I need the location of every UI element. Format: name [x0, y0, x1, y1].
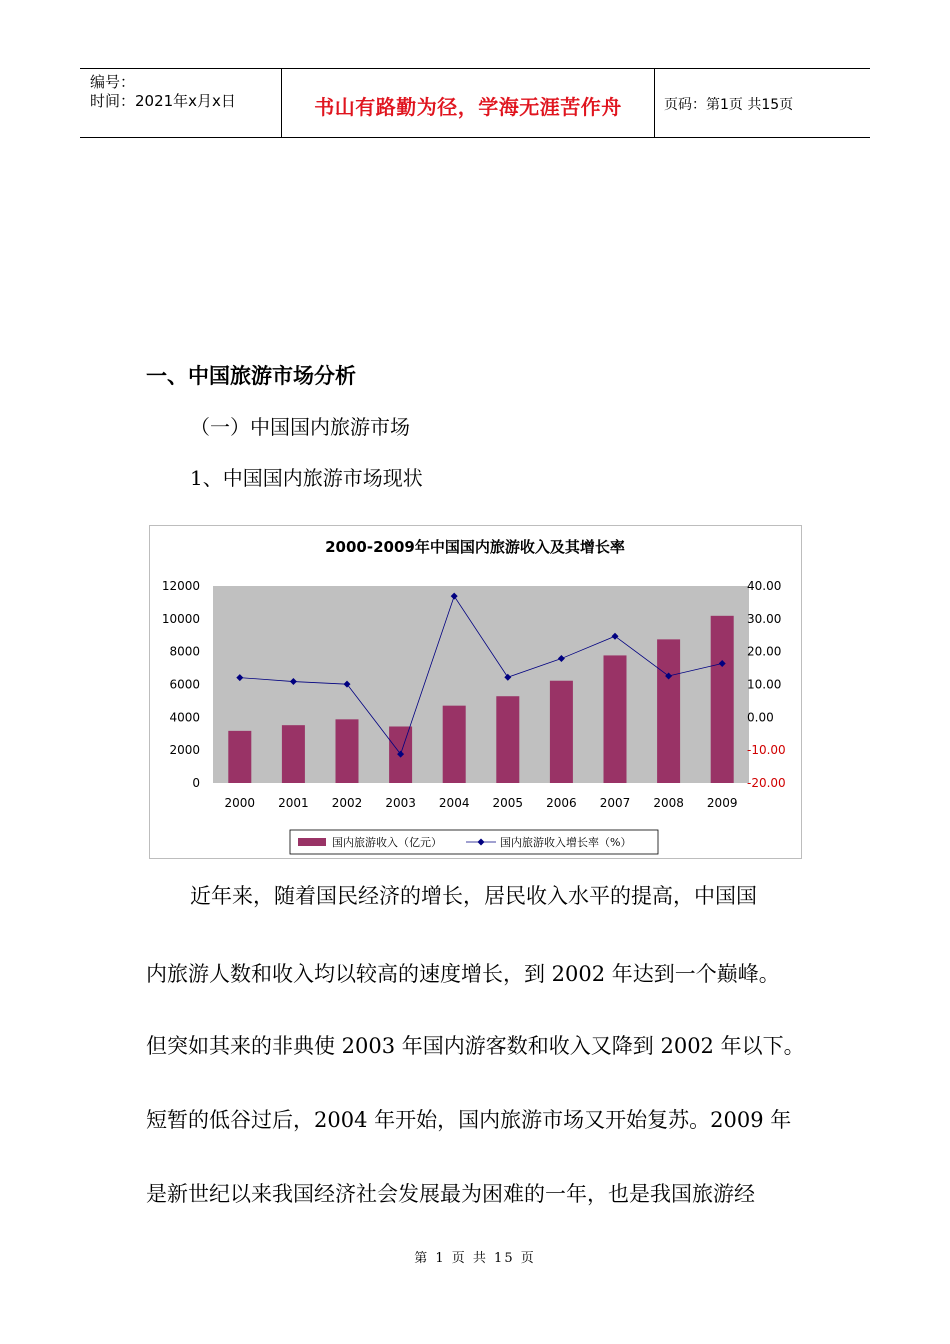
- right-axis-tick: 20.00: [747, 644, 782, 659]
- page-label: 页码：第1页 共15页: [664, 97, 794, 113]
- category-label: 2008: [653, 796, 684, 810]
- revenue-bar: [604, 655, 627, 783]
- chart-title: 2000-2009年中国国内旅游收入及其增长率: [325, 538, 625, 556]
- category-label: 2004: [438, 796, 470, 810]
- right-axis-tick: 10.00: [747, 677, 782, 692]
- legend-bar-label: 国内旅游收入（亿元）: [332, 836, 442, 849]
- revenue-bar: [443, 706, 466, 783]
- legend-bar-swatch: [298, 838, 326, 846]
- section-heading: 一、中国旅游市场分析: [146, 364, 356, 388]
- header-page-cell: [654, 69, 870, 137]
- paragraph-line: 内旅游人数和收入均以较高的速度增长，到 2002 年达到一个巅峰。: [146, 962, 780, 986]
- category-label: 2007: [599, 796, 631, 810]
- paragraph-line: 短暂的低谷过后，2004 年开始，国内旅游市场又开始复苏。2009 年: [146, 1108, 792, 1132]
- tourism-revenue-chart: [149, 525, 802, 859]
- paragraph-line: 是新世纪以来我国经济社会发展最为困难的一年，也是我国旅游经: [146, 1182, 755, 1206]
- paragraph-line: 但突如其来的非典使 2003 年国内游客数和收入又降到 2002 年以下。: [146, 1034, 805, 1058]
- revenue-bar: [550, 681, 573, 783]
- paragraph-line: 近年来，随着国民经济的增长，居民收入水平的提高，中国国: [190, 884, 757, 908]
- sub-subsection-heading: 1、中国国内旅游市场现状: [190, 466, 423, 490]
- category-label: 2006: [546, 796, 577, 810]
- subsection-heading: （一）中国国内旅游市场: [190, 415, 410, 439]
- left-axis-tick: 4000: [169, 710, 200, 725]
- motto: 书山有路勤为径，学海无涯苦作舟: [314, 95, 622, 119]
- revenue-bar: [496, 696, 519, 783]
- category-label: 2003: [385, 796, 416, 810]
- left-axis-tick: 6000: [169, 677, 200, 692]
- chart-svg: [150, 526, 801, 858]
- page-footer: 第 1 页 共 15 页: [414, 1251, 536, 1266]
- right-axis-tick: 30.00: [747, 611, 782, 626]
- revenue-bar: [336, 719, 359, 783]
- category-label: 2002: [331, 796, 363, 810]
- left-axis-tick: 12000: [161, 579, 200, 593]
- revenue-bar: [282, 725, 305, 783]
- left-axis-tick: 10000: [161, 611, 200, 626]
- category-label: 2000: [224, 796, 256, 810]
- left-axis-tick: 8000: [169, 644, 200, 659]
- header-motto-cell: [281, 69, 655, 137]
- revenue-bar: [657, 639, 680, 783]
- right-axis-tick: -20.00: [747, 776, 786, 790]
- left-axis-tick: 2000: [169, 743, 200, 758]
- right-axis-tick: 0.00: [747, 710, 774, 725]
- number-label: 编号：: [90, 73, 136, 91]
- left-axis-tick: 0: [192, 776, 200, 790]
- right-axis-tick: -10.00: [747, 743, 786, 758]
- revenue-bar: [711, 616, 734, 783]
- page-header: [80, 68, 870, 138]
- category-label: 2005: [492, 796, 524, 810]
- date-label: 时间：2021年x月x日: [90, 92, 236, 110]
- revenue-bar: [228, 731, 251, 783]
- header-meta-cell: [80, 69, 281, 137]
- category-label: 2001: [278, 796, 309, 810]
- legend-line-label: 国内旅游收入增长率（%）: [500, 836, 632, 849]
- category-label: 2009: [706, 796, 738, 810]
- right-axis-tick: 40.00: [747, 579, 782, 593]
